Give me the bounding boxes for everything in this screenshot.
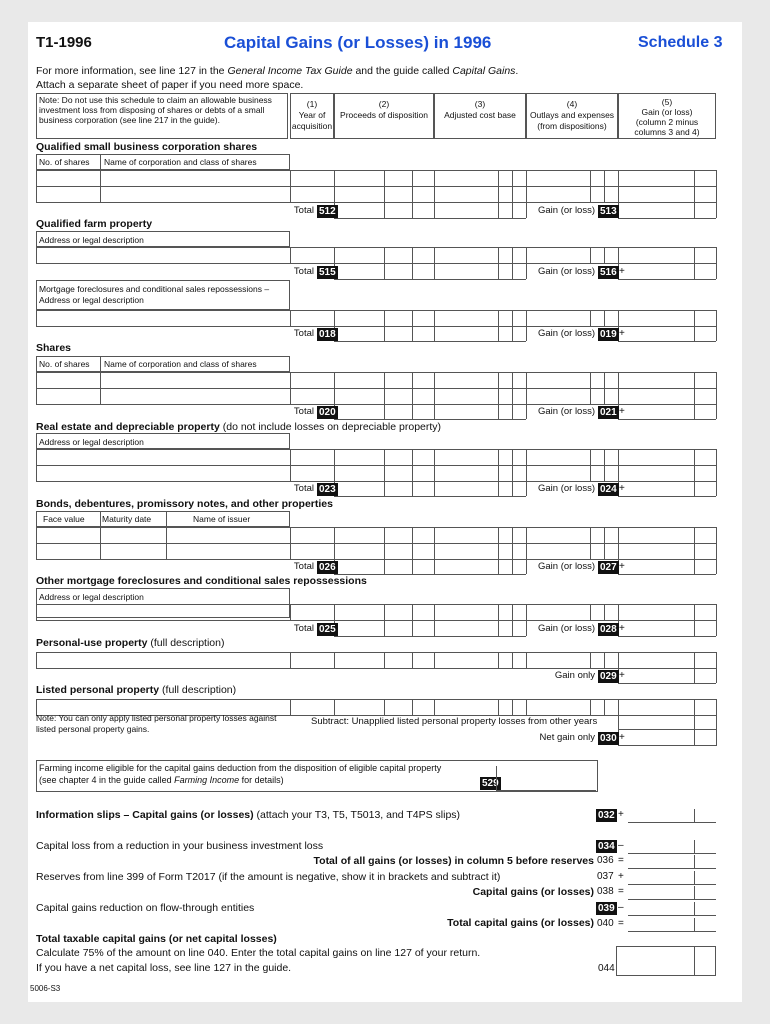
total-col5-label: Total of all gains (or losses) in column 5 before reserves bbox=[313, 855, 594, 867]
flow-amount-line bbox=[628, 915, 716, 916]
info-pre: For more information, see line 127 in the bbox=[36, 65, 228, 77]
farm-entry-area[interactable] bbox=[36, 247, 716, 263]
footer-code: 5006-S3 bbox=[30, 984, 61, 993]
personal-use-title-note: (full description) bbox=[147, 637, 225, 649]
mortgage-farm-total-divider bbox=[434, 325, 435, 341]
other-mortgage-title: Other mortgage foreclosures and conditional sales repossessions bbox=[36, 575, 367, 587]
qsbc-gain-divider bbox=[716, 202, 717, 218]
real-estate-title bbox=[36, 421, 441, 433]
shares-total-divider bbox=[434, 403, 435, 419]
col3-num: (3) bbox=[474, 99, 486, 109]
total-col5-amount-line bbox=[628, 868, 716, 869]
real-estate-gain-divider bbox=[716, 480, 717, 496]
real-estate-title-note: (do not include losses on depreciable property) bbox=[219, 421, 442, 433]
qsbc-title: Qualified small business corporation shares bbox=[36, 141, 258, 153]
shares-row-bottom bbox=[36, 404, 716, 405]
bonds-row-bottom bbox=[36, 559, 716, 560]
cap-gains-code: 038 bbox=[597, 886, 614, 897]
bil-amount-field[interactable] bbox=[628, 840, 716, 853]
bonds-gain-divider bbox=[694, 558, 695, 574]
info-slips-plus: + bbox=[618, 809, 624, 820]
farm-col-a: Address or legal description bbox=[39, 235, 144, 245]
real-estate-total-divider bbox=[412, 480, 413, 496]
farm-total-line bbox=[334, 279, 526, 280]
info-guide-1: General Income Tax Guide bbox=[227, 65, 353, 77]
bonds-col-divider bbox=[716, 527, 717, 559]
col3-text bbox=[434, 99, 526, 121]
real_estate-total-label: Total bbox=[293, 483, 314, 494]
total-col5-amount-field[interactable] bbox=[628, 855, 716, 868]
listed-title-note: (full description) bbox=[159, 684, 237, 696]
listed-title-bold: Listed personal property bbox=[36, 684, 160, 696]
bonds-total-label: Total bbox=[293, 561, 314, 572]
farm-gain-divider bbox=[716, 263, 717, 279]
bonds-col-c: Name of issuer bbox=[193, 514, 251, 524]
other-mortgage-gain-line bbox=[618, 636, 716, 637]
listed-title bbox=[36, 684, 236, 696]
farm-gain-code: 516 bbox=[600, 267, 617, 278]
listed-col-divider bbox=[716, 699, 717, 715]
farming-code: 529 bbox=[482, 778, 499, 789]
personal_use-gain-code: 029 bbox=[600, 671, 617, 682]
taxable-title: Total taxable capital gains (or net capital losses) bbox=[36, 933, 277, 945]
shares-col-a: No. of shares bbox=[39, 359, 90, 369]
mortgage-farm-total-divider bbox=[412, 325, 413, 341]
qsbc-col-divider bbox=[716, 170, 717, 202]
bil-code: 034 bbox=[598, 841, 615, 852]
bil-amount-line bbox=[628, 853, 716, 854]
col4-num: (4) bbox=[566, 99, 578, 109]
mortgage_farm-gain-label: Gain (or loss) bbox=[537, 328, 595, 339]
reserves-amount-field[interactable] bbox=[628, 871, 716, 884]
shares-total-divider bbox=[412, 403, 413, 419]
flow-minus: – bbox=[618, 902, 624, 913]
bonds-title: Bonds, debentures, promissory notes, and other properties bbox=[36, 498, 333, 510]
col3-l1: Adjusted cost base bbox=[444, 110, 516, 120]
col5-l1: Gain (or loss) bbox=[641, 107, 693, 117]
qsbc-total-label: Total bbox=[293, 205, 314, 216]
qsbc-row-bottom bbox=[36, 202, 716, 203]
qsbc-gain-line bbox=[618, 218, 716, 219]
qsbc-total-divider bbox=[384, 202, 385, 218]
other-mortgage-col-divider bbox=[716, 604, 717, 620]
real_estate-plus: + bbox=[619, 483, 625, 494]
bonds-gain-line bbox=[618, 574, 716, 575]
other_mortgage-total-code: 025 bbox=[319, 624, 336, 635]
total-cap-eq: = bbox=[618, 918, 624, 929]
listed-subtract-line bbox=[618, 729, 716, 730]
farm-total-divider bbox=[434, 263, 435, 279]
shares-total-line bbox=[334, 419, 526, 420]
col5-l2: (column 2 minus bbox=[635, 117, 699, 127]
reserves-plus: + bbox=[618, 871, 624, 882]
listed-net-plus: + bbox=[619, 732, 625, 743]
personal-use-entry-area[interactable] bbox=[36, 652, 716, 668]
listed-net-line bbox=[618, 745, 716, 746]
farm-total-divider bbox=[412, 263, 413, 279]
farming-entry-line bbox=[496, 790, 596, 791]
col4-l1: Outlays and expenses bbox=[529, 110, 615, 120]
bonds-total-divider bbox=[384, 558, 385, 574]
col1-num: (1) bbox=[306, 99, 318, 109]
info-slips-bold: Information slips – Capital gains (or losses) bbox=[36, 809, 254, 821]
total-cap-code: 040 bbox=[597, 918, 614, 929]
listed-net-code: 030 bbox=[600, 733, 617, 744]
farm-title: Qualified farm property bbox=[36, 218, 153, 230]
col2-text bbox=[334, 99, 434, 121]
schedule-label: Schedule 3 bbox=[638, 34, 723, 51]
real_estate-gain-label: Gain (or loss) bbox=[537, 483, 595, 494]
bonds-col-b: Maturity date bbox=[102, 514, 152, 524]
other-mortgage-total-divider bbox=[434, 620, 435, 636]
qsbc-gain-label: Gain (or loss) bbox=[537, 205, 595, 216]
qsbc-col-b: Name of corporation and class of shares bbox=[104, 157, 257, 167]
mortgage_farm-total-code: 018 bbox=[319, 329, 336, 340]
mortgage-farm-entry-area[interactable] bbox=[36, 310, 716, 326]
other-mortgage-col-a: Address or legal description bbox=[39, 592, 144, 602]
qsbc-gain-divider bbox=[694, 202, 695, 218]
total-col5-code: 036 bbox=[597, 855, 614, 866]
info-line bbox=[36, 65, 518, 77]
mortgage_farm-plus: + bbox=[619, 328, 625, 339]
bonds-gain-label: Gain (or loss) bbox=[537, 561, 595, 572]
form-title: Capital Gains (or Losses) in 1996 bbox=[224, 33, 492, 52]
mortgage-farm-row-bottom bbox=[36, 326, 716, 327]
real-estate-row-bottom bbox=[36, 481, 716, 482]
bil-minus: – bbox=[618, 840, 624, 851]
personal-use-gain-line bbox=[618, 683, 716, 684]
bonds-col-a: Face value bbox=[43, 514, 85, 524]
shares-gain-line bbox=[618, 419, 716, 420]
farming-line2-guide: Farming Income bbox=[174, 775, 240, 785]
col1-text bbox=[290, 99, 334, 132]
other-mortgage-total-line bbox=[334, 636, 526, 637]
other_mortgage-gain-code: 028 bbox=[600, 624, 617, 635]
col1-l2: acquisition bbox=[291, 121, 333, 131]
listed-net-divider bbox=[694, 714, 695, 746]
total-col5-eq: = bbox=[618, 855, 624, 866]
cap-gains-amount-line bbox=[628, 899, 716, 900]
bil-label: Capital loss from a reduction in your business investment loss bbox=[36, 840, 324, 852]
shares-gain-divider bbox=[716, 403, 717, 419]
col4-text bbox=[526, 99, 618, 132]
total-cap-label: Total capital gains (or losses) bbox=[447, 917, 594, 929]
info-slips-code: 032 bbox=[598, 810, 615, 821]
col5-num: (5) bbox=[661, 97, 673, 107]
attach-note: Attach a separate sheet of paper if you need more space. bbox=[36, 79, 304, 91]
info-slips-rest: (attach your T3, T5, T5013, and T4PS slips) bbox=[253, 809, 461, 821]
mortgage-farm-col-divider bbox=[716, 310, 717, 326]
other_mortgage-gain-label: Gain (or loss) bbox=[537, 623, 595, 634]
total-cap-amount-field[interactable] bbox=[628, 918, 716, 931]
farm-plus: + bbox=[619, 266, 625, 277]
real_estate-total-code: 023 bbox=[319, 484, 336, 495]
other-mortgage-gain-divider bbox=[694, 620, 695, 636]
flow-code: 039 bbox=[598, 903, 615, 914]
final-cents-divider bbox=[694, 946, 695, 976]
bonds-gain-divider bbox=[716, 558, 717, 574]
cap-gains-amount-field[interactable] bbox=[628, 886, 716, 899]
col4-l2: (from dispositions) bbox=[537, 121, 607, 131]
top-note: Note: Do not use this schedule to claim an allowable business investment loss from disposing of shares or debts of a small business corporation (see line 217 in the guide). bbox=[39, 95, 272, 125]
real-estate-total-divider bbox=[384, 480, 385, 496]
form-id: T1-1996 bbox=[36, 34, 92, 51]
personal-use-title-bold: Personal-use property bbox=[36, 637, 148, 649]
farming-line1: Farming income eligible for the capital gains deduction from the disposition of eligible capital property bbox=[39, 763, 442, 773]
shares-entry-area[interactable] bbox=[36, 372, 716, 404]
listed-net-label: Net gain only bbox=[539, 732, 595, 743]
col2-l1: Proceeds of disposition bbox=[340, 110, 428, 120]
col2-num: (2) bbox=[378, 99, 390, 109]
personal_use-gain-label: Gain only bbox=[554, 670, 595, 681]
calc-line-2: If you have a net capital loss, see line 127 in the guide. bbox=[36, 962, 292, 974]
real-estate-total-divider bbox=[434, 480, 435, 496]
farm-total-code: 515 bbox=[319, 267, 336, 278]
real-estate-gain-divider bbox=[694, 480, 695, 496]
shares-total-code: 020 bbox=[319, 407, 336, 418]
col5-l3: columns 3 and 4) bbox=[634, 127, 700, 137]
reserves-label: Reserves from line 399 of Form T2017 (if the amount is negative, show it in brackets and subtract it) bbox=[36, 871, 501, 883]
real-estate-entry-area[interactable] bbox=[36, 449, 716, 481]
other_mortgage-total-label: Total bbox=[293, 623, 314, 634]
real-estate-title-bold: Real estate and depreciable property bbox=[36, 421, 220, 433]
mortgage-farm-gain-divider bbox=[716, 325, 717, 341]
final-amount-box[interactable] bbox=[616, 946, 716, 976]
qsbc-total-divider bbox=[412, 202, 413, 218]
bonds-total-divider bbox=[412, 558, 413, 574]
personal-use-col-divider bbox=[716, 652, 717, 668]
info-slips-amount-field[interactable] bbox=[628, 809, 716, 822]
farm-total-label: Total bbox=[293, 266, 314, 277]
personal-use-row-bottom bbox=[36, 668, 716, 669]
cap-gains-eq: = bbox=[618, 886, 624, 897]
total-cap-amount-line bbox=[628, 931, 716, 932]
calc-line-1: Calculate 75% of the amount on line 040. Enter the total capital gains on line 127 of your return. bbox=[36, 947, 481, 959]
mortgage_farm-total-label: Total bbox=[293, 328, 314, 339]
personal-use-gain-divider bbox=[716, 667, 717, 683]
shares-col-divider bbox=[716, 372, 717, 404]
real-estate-total-line bbox=[334, 496, 526, 497]
farming-entry-divider bbox=[496, 766, 497, 790]
farming-line2 bbox=[39, 775, 284, 785]
final-code: 044 bbox=[598, 963, 615, 974]
other-mortgage-gain-divider bbox=[716, 620, 717, 636]
info-mid: and the guide called bbox=[352, 65, 453, 77]
farm-gain-label: Gain (or loss) bbox=[537, 266, 595, 277]
farm-row-bottom bbox=[36, 263, 716, 264]
info-guide-2: Capital Gains bbox=[452, 65, 516, 77]
mortgage-farm-gain-divider bbox=[694, 325, 695, 341]
shares-total-divider bbox=[384, 403, 385, 419]
col1-l1: Year of bbox=[298, 110, 326, 120]
cap-gains-label: Capital gains (or losses) bbox=[472, 886, 594, 898]
mortgage_farm-gain-code: 019 bbox=[600, 329, 617, 340]
mortgage-farm-total-divider bbox=[384, 325, 385, 341]
other-mortgage-total-divider bbox=[384, 620, 385, 636]
bonds-entry-area[interactable] bbox=[36, 527, 716, 559]
shares-title: Shares bbox=[36, 342, 72, 354]
other-mortgage-entry-area[interactable] bbox=[36, 604, 716, 620]
reserves-amount-line bbox=[628, 884, 716, 885]
bonds-total-divider bbox=[434, 558, 435, 574]
personal_use-plus: + bbox=[619, 670, 625, 681]
other-mortgage-total-divider bbox=[412, 620, 413, 636]
farm-col-divider bbox=[716, 247, 717, 263]
qsbc-total-code: 512 bbox=[319, 206, 336, 217]
other_mortgage-plus: + bbox=[619, 623, 625, 634]
farm-gain-line bbox=[618, 279, 716, 280]
real-estate-gain-line bbox=[618, 496, 716, 497]
farming-line2-pre: (see chapter 4 in the guide called bbox=[39, 775, 175, 785]
other-mortgage-row-bottom bbox=[36, 620, 716, 621]
mortgage-farm-total-line bbox=[334, 341, 526, 342]
shares-total-label: Total bbox=[293, 406, 314, 417]
reserves-code: 037 bbox=[597, 871, 614, 882]
qsbc-gain-code: 513 bbox=[600, 206, 617, 217]
info-slips-amount-line bbox=[628, 822, 716, 823]
real-estate-col-divider bbox=[716, 449, 717, 481]
info-slips-line bbox=[36, 809, 460, 821]
mortgage-farm-col-a: Mortgage foreclosures and conditional sales repossessions – Address or legal description bbox=[39, 284, 270, 305]
real_estate-gain-code: 024 bbox=[600, 484, 617, 495]
shares-plus: + bbox=[619, 406, 625, 417]
qsbc-entry-area[interactable] bbox=[36, 170, 716, 202]
flow-label: Capital gains reduction on flow-through entities bbox=[36, 902, 255, 914]
listed-note: Note: You can only apply listed personal property losses against listed personal property gains. bbox=[36, 713, 277, 734]
listed-net-divider bbox=[716, 714, 717, 746]
bonds-gain-code: 027 bbox=[600, 562, 617, 573]
shares-gain-label: Gain (or loss) bbox=[537, 406, 595, 417]
bonds-total-code: 026 bbox=[319, 562, 336, 573]
info-end: . bbox=[515, 65, 519, 77]
listed-subtract: Subtract: Unapplied listed personal property losses from other years bbox=[311, 716, 598, 727]
shares-gain-divider bbox=[694, 403, 695, 419]
farming-line2-end: for details) bbox=[239, 775, 284, 785]
shares-col-b: Name of corporation and class of shares bbox=[104, 359, 257, 369]
qsbc-col-a: No. of shares bbox=[39, 157, 90, 167]
personal-use-gain-divider bbox=[694, 667, 695, 683]
form-sheet bbox=[28, 22, 742, 1002]
mortgage-farm-gain-line bbox=[618, 341, 716, 342]
farm-gain-divider bbox=[694, 263, 695, 279]
qsbc-total-line bbox=[334, 218, 526, 219]
flow-amount-field[interactable] bbox=[628, 902, 716, 915]
real-estate-col-a: Address or legal description bbox=[39, 437, 144, 447]
shares-gain-code: 021 bbox=[600, 407, 617, 418]
qsbc-total-divider bbox=[434, 202, 435, 218]
col5-text bbox=[618, 97, 716, 137]
personal-use-title bbox=[36, 637, 224, 649]
farm-total-divider bbox=[384, 263, 385, 279]
bonds-plus: + bbox=[619, 561, 625, 572]
